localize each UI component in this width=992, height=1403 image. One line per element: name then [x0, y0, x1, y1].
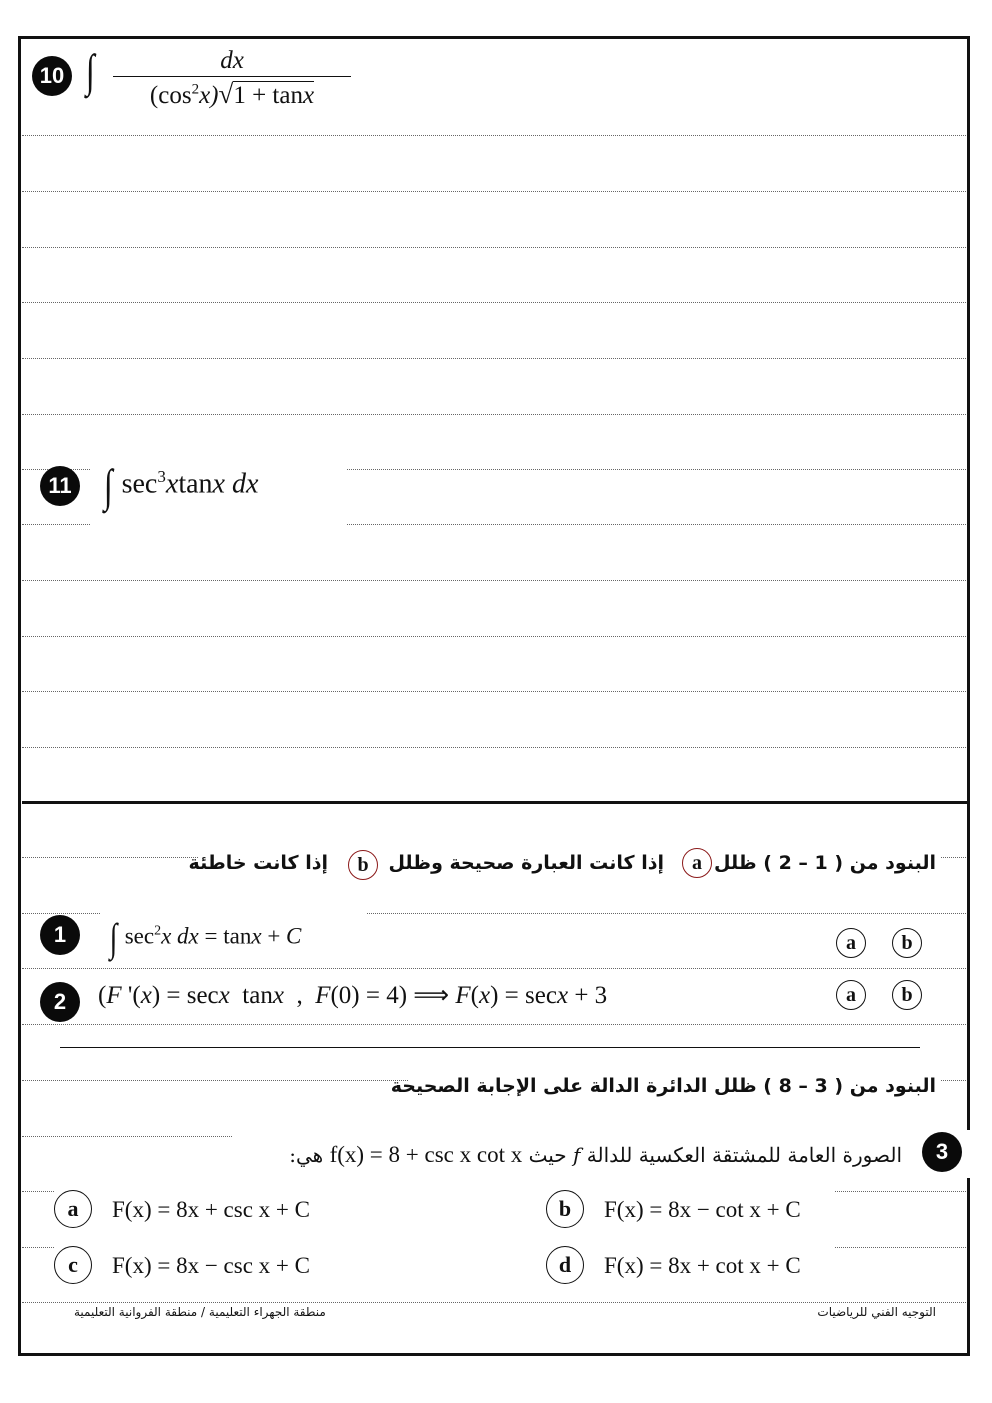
section-divider: [60, 1047, 920, 1048]
tf-section-heading: البنود من ( 1 – 2 ) ظلل: [714, 852, 936, 874]
question-number-badge: 11: [40, 466, 80, 506]
answer-line: [22, 414, 966, 415]
option-b-sample: b: [348, 850, 378, 880]
tf2-option-b[interactable]: b: [892, 980, 922, 1010]
integral-sign-icon: ∫: [85, 45, 95, 96]
answer-line: [22, 580, 966, 581]
tf1-option-a[interactable]: a: [836, 928, 866, 958]
question-number-badge: 3: [922, 1132, 962, 1172]
section-divider: [22, 801, 970, 804]
answer-line: [22, 247, 966, 248]
q10-numerator: dx: [220, 47, 244, 74]
integral-sign-icon: ∫: [103, 460, 113, 511]
q3-option-b-text: F(x) = 8x − cot x + C: [604, 1197, 801, 1222]
q3-option-a-text: F(x) = 8x + csc x + C: [112, 1197, 310, 1222]
footer-left: منطقة الجهراء التعليمية / منطقة الفروانية التعليمية: [74, 1305, 326, 1319]
q3-option-c-text: F(x) = 8x − csc x + C: [112, 1253, 310, 1278]
q3-option-a-circle[interactable]: a: [54, 1190, 92, 1228]
square-root-icon: √: [218, 79, 234, 109]
tf1-option-b[interactable]: b: [892, 928, 922, 958]
q3-option-d-circle[interactable]: d: [546, 1246, 584, 1284]
answer-line: [22, 302, 966, 303]
q11-integral: ∫ $\sec^3xtanx$ dx: [103, 460, 259, 511]
q10-fraction: [113, 48, 351, 108]
answer-line: [22, 191, 966, 192]
tf-section-heading-end: إذا كانت خاطئة: [188, 852, 328, 874]
question-number-badge: 2: [40, 982, 80, 1022]
option-a-sample: a: [682, 848, 712, 878]
q10-integral: [84, 45, 97, 96]
integral-sign-icon: ∫: [109, 915, 118, 960]
tf2-option-a[interactable]: a: [836, 980, 866, 1010]
answer-line: [22, 636, 966, 637]
answer-line: [22, 968, 966, 969]
mc-section-heading: البنود من ( 3 – 8 ) ظلل الدائرة الدالة على الإجابة الصحيحة: [390, 1075, 936, 1097]
question-number-badge: 1: [40, 915, 80, 955]
tf1-statement: ∫ $\sec^2x$ dx = tanx + C: [109, 915, 302, 960]
q3-option-d-text: F(x) = 8x + cot x + C: [604, 1253, 801, 1278]
q3-option-b-circle[interactable]: b: [546, 1190, 584, 1228]
tf2-statement: (F '(x) = secx tanx , F(0) = 4) ⟹ F(x) = secx + 3: [98, 982, 608, 1009]
footer-right: التوجيه الفني للرياضيات: [817, 1305, 936, 1319]
tf-section-heading-mid: إذا كانت العبارة صحيحة وظلل: [388, 852, 664, 874]
q3-option-c-circle[interactable]: c: [54, 1246, 92, 1284]
q3-stem: الصورة العامة للمشتقة العكسية للدالة f حيث f(x) = 8 + csc x cot x هي:: [289, 1142, 902, 1167]
question-number-badge: 10: [32, 56, 72, 96]
answer-line: [22, 691, 966, 692]
answer-line: [22, 135, 966, 136]
answer-line: [22, 358, 966, 359]
answer-line: [22, 747, 966, 748]
answer-line: [22, 1024, 966, 1025]
answer-line: [22, 1302, 966, 1303]
q10-denominator: $(\cos^2x)√1 + \tan x$: [113, 76, 351, 108]
